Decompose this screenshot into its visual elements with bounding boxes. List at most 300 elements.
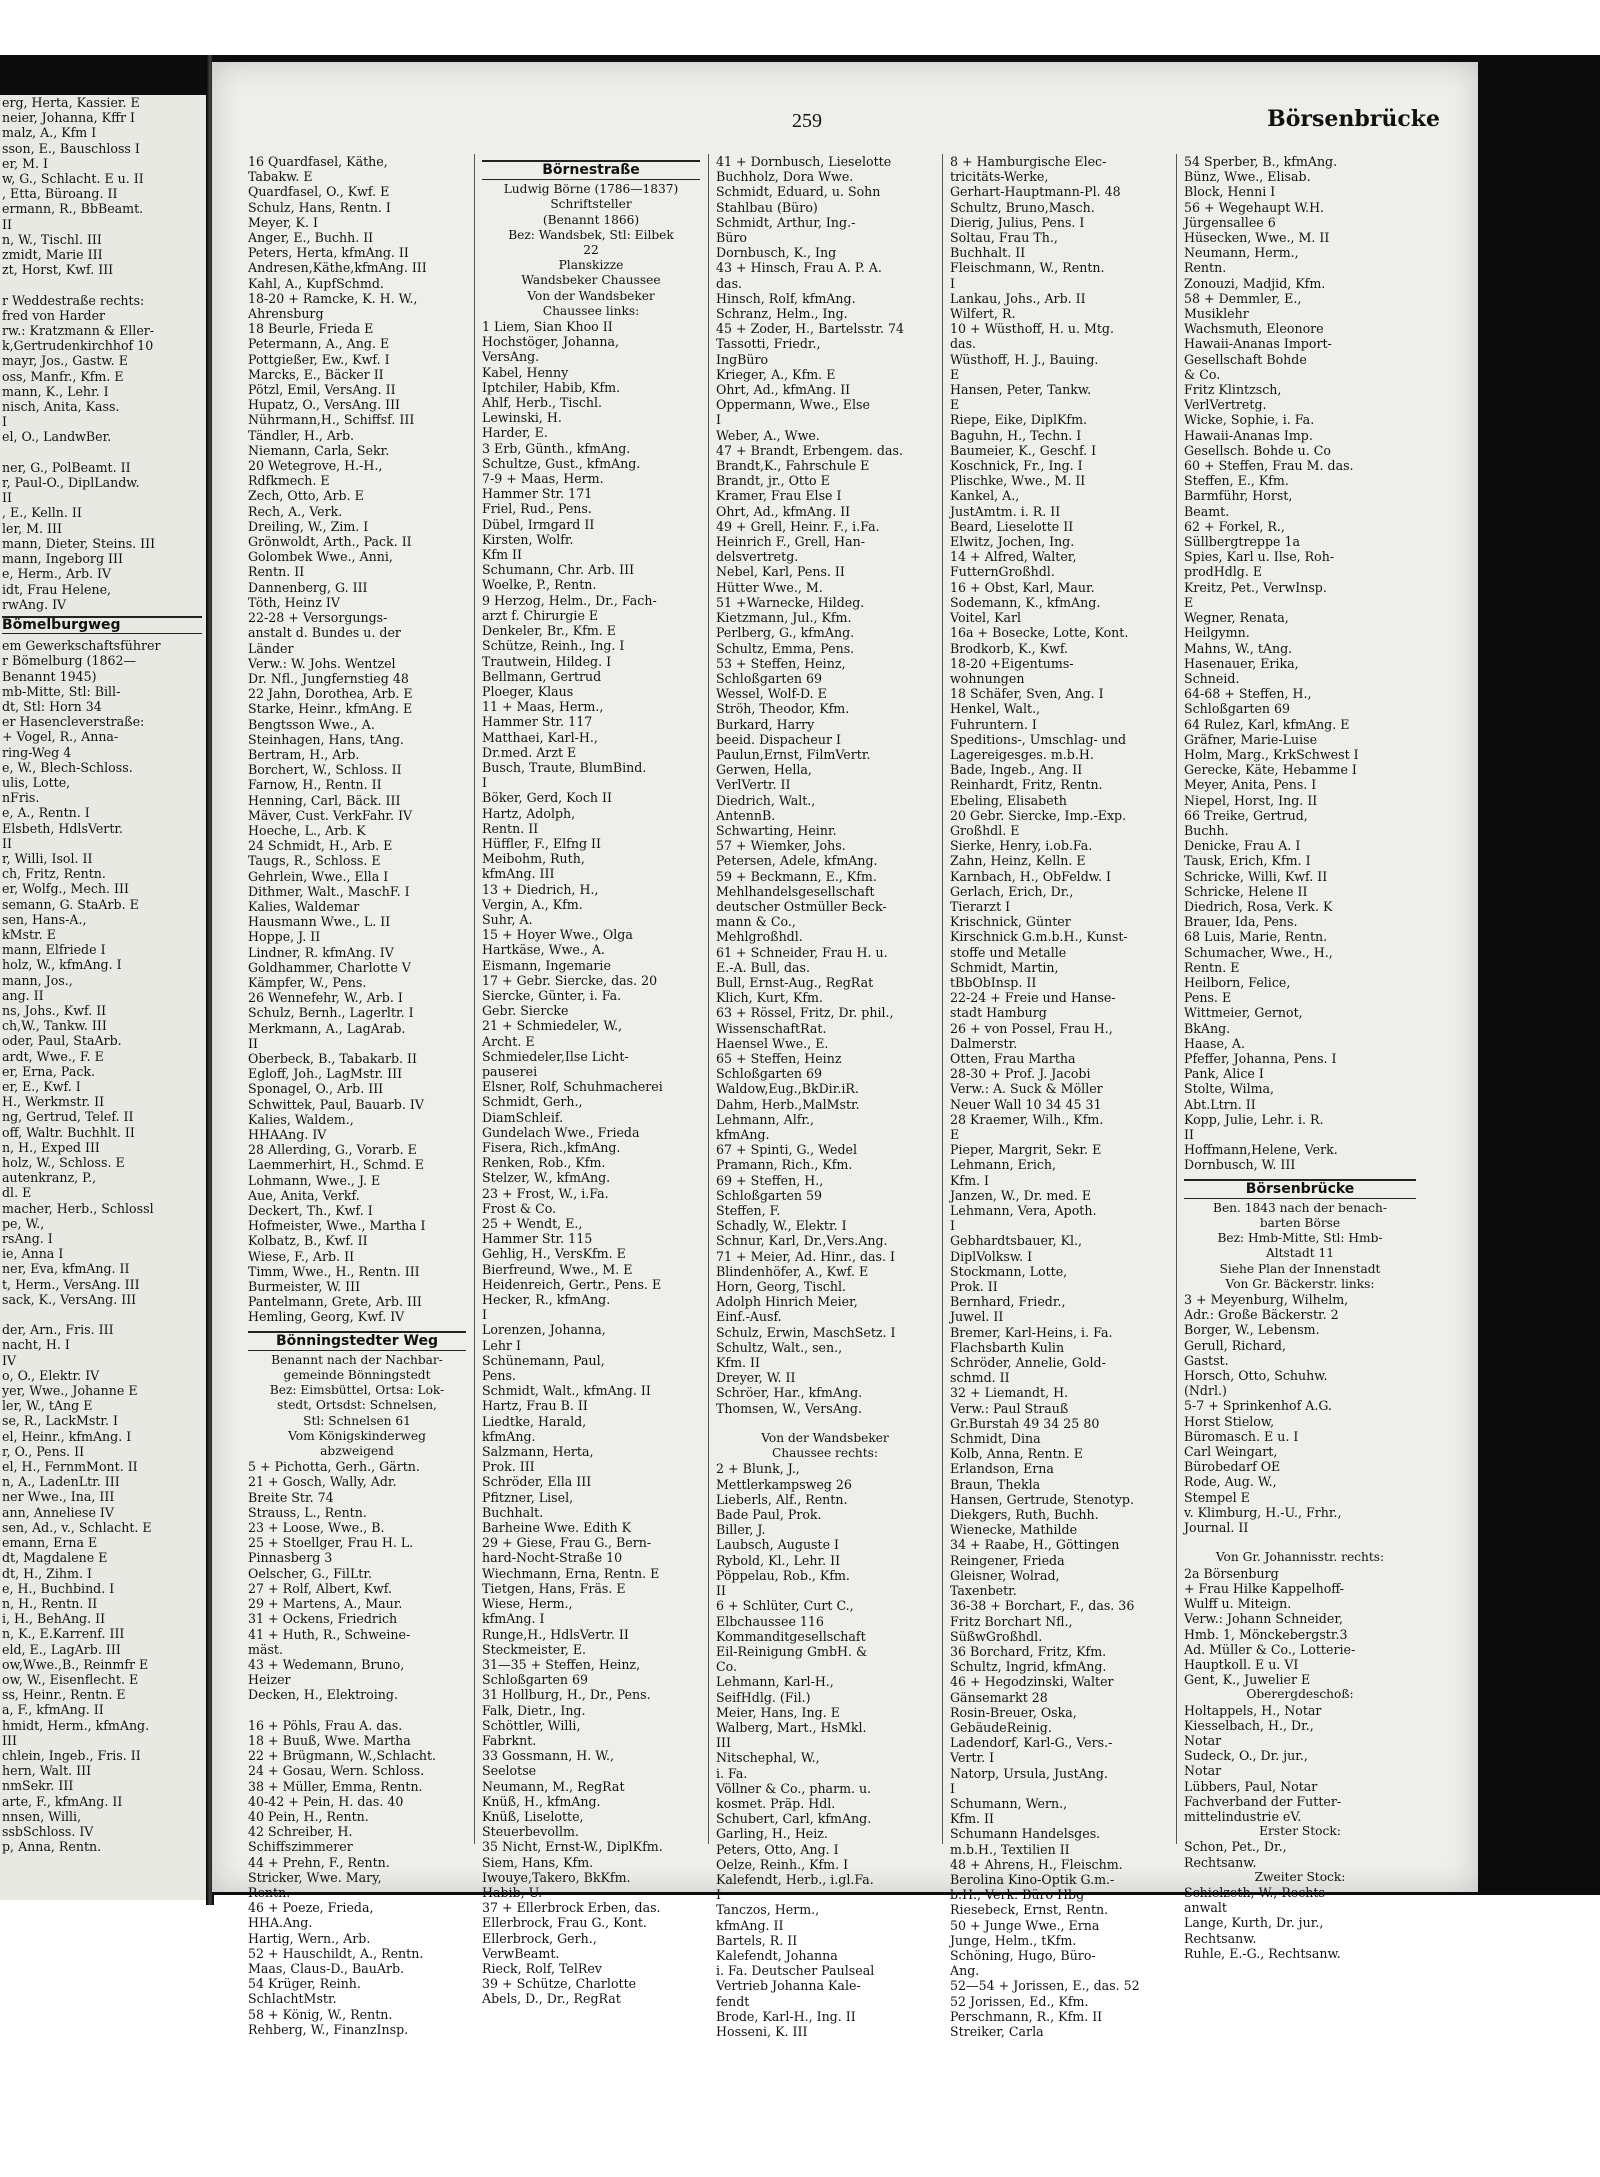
street-note: Altstadt 11: [1265, 1246, 1335, 1261]
directory-entry: 16 + Obst, Karl, Maur.: [950, 579, 1095, 595]
directory-entry: 8 + Hamburgische Elec-: [950, 154, 1107, 169]
directory-entry: Wulff u. Miteign.: [1184, 1596, 1292, 1612]
directory-entry: m.b.H., Textilien II: [950, 1841, 1070, 1857]
directory-entry: Oppermann, Wwe., Else: [716, 397, 870, 413]
directory-entry: Pramann, Rich., Kfm.: [716, 1157, 853, 1173]
directory-entry: Schütze, Reinh., Ing. I: [482, 638, 625, 654]
directory-entry: ermann, R., BbBeamt.: [2, 201, 144, 217]
directory-entry: 64-68 + Steffen, H.,: [1184, 686, 1312, 702]
directory-entry: kMstr. E: [2, 926, 56, 942]
directory-entry: Bade, Ingeb., Ang. II: [950, 762, 1083, 778]
directory-entry: 23 + Loose, Wwe., B.: [248, 1520, 385, 1536]
directory-entry: Bellmann, Gertrud: [482, 668, 602, 684]
directory-entry: Kietzmann, Jul., Kfm.: [716, 610, 852, 626]
directory-entry: Bertram, H., Arb.: [248, 746, 360, 762]
directory-entry: beeid. Dispacheur I: [716, 731, 841, 747]
directory-entry: 22-24 + Freie und Hanse-: [950, 990, 1116, 1006]
directory-entry: I: [482, 775, 487, 791]
directory-entry: Garling, H., Heiz.: [716, 1826, 828, 1842]
directory-entry: Bernhard, Friedr.,: [950, 1294, 1066, 1310]
directory-entry: e, H., Buchbind. I: [2, 1580, 115, 1596]
directory-entry: kfmAng.: [482, 1428, 536, 1444]
directory-entry: Lübbers, Paul, Notar: [1184, 1778, 1318, 1794]
directory-entry: Goldhammer, Charlotte V: [248, 959, 411, 975]
directory-entry: Spies, Karl u. Ilse, Roh-: [1184, 549, 1335, 565]
directory-entry: Hammer Str. 117: [482, 714, 593, 730]
directory-entry: ie, Anna I: [2, 1246, 64, 1262]
directory-entry: Meier, Hans, Ing. E: [716, 1704, 840, 1720]
directory-entry: 23 + Frost, W., i.Fa.: [482, 1185, 609, 1201]
street-note: 22: [583, 243, 599, 258]
directory-entry: Gerwen, Hella,: [716, 762, 812, 778]
directory-entry: Beamt.: [1184, 503, 1230, 519]
directory-entry: kfmAng.: [716, 1127, 770, 1142]
directory-entry: Zech, Otto, Arb. E: [248, 488, 364, 504]
directory-entry: mayr, Jos., Gastw. E: [2, 353, 128, 369]
directory-entry: Neumann, Herm.,: [1184, 245, 1299, 261]
directory-entry: stoffe und Metalle: [950, 944, 1067, 960]
directory-entry: 41 + Dornbusch, Lieselotte: [716, 154, 892, 169]
directory-entry: ss, Heinr., Rentn. E: [2, 1687, 126, 1703]
directory-entry: 43 + Wedemann, Bruno,: [248, 1656, 405, 1672]
directory-entry: SeifHdlg. (Fil.): [716, 1689, 811, 1705]
directory-entry: Brodkorb, K., Kwf.: [950, 640, 1069, 656]
directory-entry: Brode, Karl-H., Ing. II: [716, 2008, 856, 2024]
directory-entry: Pöppelau, Rob., Kfm.: [716, 1567, 850, 1583]
directory-entry: Schulz, Erwin, MaschSetz. I: [716, 1324, 896, 1340]
directory-entry: der, Arn., Fris. III: [2, 1322, 114, 1338]
directory-entry: Steuerbevollm.: [482, 1824, 579, 1840]
column-divider: [942, 154, 943, 1844]
directory-entry: Liedtke, Harald,: [482, 1413, 587, 1429]
directory-entry: Hoppe, J. II: [248, 929, 321, 945]
directory-entry: Schumann, Chr. Arb. III: [482, 562, 635, 578]
directory-entry: Rosin-Breuer, Oska,: [950, 1704, 1077, 1720]
directory-entry: Knüß, H., kfmAng.: [482, 1793, 601, 1809]
directory-entry: 58 + König, W., Rentn.: [248, 2006, 393, 2022]
directory-entry: Niemann, Carla, Sekr.: [248, 442, 390, 458]
directory-entry: Breite Str. 74: [248, 1489, 334, 1505]
directory-entry: Fritz Klintzsch,: [1184, 382, 1282, 398]
directory-entry: Hoffmann,Helene, Verk.: [1184, 1142, 1338, 1158]
directory-entry: Lindner, R. kfmAng. IV: [248, 944, 394, 960]
directory-entry: 18 + Buuß, Wwe. Martha: [248, 1732, 411, 1748]
directory-entry: Ellerbrock, Gerh.,: [482, 1930, 597, 1946]
directory-entry: II: [1184, 1127, 1194, 1142]
directory-entry: 29 + Giese, Frau G., Bern-: [482, 1535, 652, 1551]
directory-entry: HHA.Ang.: [248, 1915, 313, 1931]
directory-entry: Kfm. II: [950, 1811, 994, 1827]
directory-entry: Reinhardt, Fritz, Rentn.: [950, 777, 1103, 793]
directory-entry: Lohmann, Wwe., J. E: [248, 1172, 381, 1188]
directory-entry: Kalefendt, Johanna: [716, 1947, 838, 1963]
directory-entry: Fachverband der Futter-: [1184, 1793, 1342, 1809]
street-note: Vom Königskinderweg: [288, 1428, 426, 1443]
street-note: barten Börse: [1259, 1216, 1341, 1231]
directory-entry: Dornbusch, K., Ing: [716, 245, 837, 261]
directory-entry: Laemmerhirt, H., Schmd. E: [248, 1157, 424, 1173]
directory-entry: Schiffszimmerer: [248, 1839, 353, 1855]
street-heading: Bömelburgweg: [2, 616, 202, 634]
directory-entry: er Hasencleverstraße:: [2, 714, 145, 730]
directory-entry: 44 + Prehn, F., Rentn.: [248, 1854, 390, 1870]
directory-entry: Jürgensallee 6: [1184, 214, 1276, 230]
directory-entry: Baumeier, K., Geschf. I: [950, 442, 1097, 458]
directory-entry: 25 + Wendt, E.,: [482, 1216, 583, 1232]
directory-entry: Wiese, Herm.,: [482, 1596, 573, 1612]
directory-entry: [248, 1703, 466, 1718]
directory-entry: Verw.: W. Johs. Wentzel: [248, 655, 396, 671]
directory-entry: GebäudeReinig.: [950, 1719, 1052, 1735]
directory-entry: Bremer, Karl-Heins, i. Fa.: [950, 1324, 1113, 1340]
directory-entry: ner, Eva, kfmAng. II: [2, 1261, 130, 1277]
directory-entry: Ladendorf, Karl-G., Vers.-: [950, 1735, 1113, 1751]
left-page-column: [2, 95, 202, 1854]
directory-entry: Starke, Heinr., kfmAng. E: [248, 701, 413, 717]
directory-entry: Oberbeck, B., Tabakarb. II: [248, 1050, 418, 1066]
directory-entry: 49 + Grell, Heinr. F., i.Fa.: [716, 518, 880, 534]
directory-entry: Gesellschaft Bohde: [1184, 351, 1307, 367]
directory-entry: 56 + Wegehaupt W.H.: [1184, 199, 1325, 215]
directory-entry: Niepel, Horst, Ing. II: [1184, 792, 1318, 808]
directory-entry: Carl Weingart,: [1184, 1444, 1278, 1460]
directory-entry: Schranz, Helm., Ing.: [716, 306, 848, 322]
directory-entry: I: [950, 275, 955, 291]
directory-entry: kfmAng. III: [482, 866, 555, 882]
directory-entry: Taugs, R., Schloss. E: [248, 853, 381, 869]
directory-entry: Schadly, W., Elektr. I: [716, 1218, 847, 1234]
directory-entry: ng, Gertrud, Telef. II: [2, 1109, 134, 1125]
directory-entry: Lehmann, Erich,: [950, 1157, 1057, 1173]
directory-entry: Grönwoldt, Arth., Pack. II: [248, 534, 412, 550]
directory-entry: Janzen, W., Dr. med. E: [950, 1187, 1092, 1203]
directory-entry: Rentn.: [248, 1884, 291, 1900]
directory-entry: Timm, Wwe., H., Rentn. III: [248, 1263, 420, 1279]
directory-entry: r, Willi, Isol. II: [2, 850, 93, 866]
directory-entry: WissenschaftRat.: [716, 1020, 827, 1036]
street-note: Bez: Wandsbek, Stl: Eilbek: [508, 227, 674, 242]
directory-entry: Bürobedarf OE: [1184, 1459, 1281, 1475]
street-note: Von Gr. Johannisstr. rechts:: [1215, 1550, 1385, 1565]
directory-entry: Schmidt, Eduard, u. Sohn: [716, 184, 881, 200]
directory-entry: Rentn. II: [482, 820, 539, 836]
directory-entry: Renken, Rob., Kfm.: [482, 1155, 606, 1171]
directory-entry: kosmet. Präp. Hdl.: [716, 1795, 836, 1811]
directory-entry: Rehberg, W., FinanzInsp.: [248, 2021, 409, 2037]
directory-entry: Rieck, Rolf, TelRev: [482, 1960, 602, 1976]
directory-entry: Wienecke, Mathilde: [950, 1522, 1078, 1538]
directory-entry: Krischnick, Günter: [950, 914, 1071, 930]
directory-entry: 64 Rulez, Karl, kfmAng. E: [1184, 716, 1350, 732]
directory-entry: Riepe, Eike, DiplKfm.: [950, 412, 1088, 428]
directory-entry: fred von Harder: [2, 307, 106, 323]
directory-entry: Habib, U.: [482, 1884, 543, 1900]
directory-entry: Fleischmann, W., Rentn.: [950, 260, 1105, 276]
directory-entry: Horn, Georg, Tischl.: [716, 1279, 846, 1295]
directory-entry: Lange, Kurth, Dr. jur.,: [1184, 1915, 1324, 1931]
directory-entry: 40-42 + Pein, H. das. 40: [248, 1793, 404, 1809]
column-5: [1184, 154, 1416, 1961]
directory-entry: Buchholz, Dora Wwe.: [716, 169, 854, 185]
directory-entry: Kopp, Julie, Lehr. i. R.: [1184, 1111, 1324, 1127]
directory-entry: 3 Erb, Günth., kfmAng.: [482, 440, 631, 456]
directory-entry: Stelzer, W., kfmAng.: [482, 1170, 611, 1186]
directory-entry: Mettlerkampsweg 26: [716, 1476, 852, 1492]
directory-entry: Kreitz, Pet., VerwInsp.: [1184, 579, 1327, 595]
directory-entry: Siem, Hans, Kfm.: [482, 1854, 594, 1870]
directory-entry: Hmb. 1, Mönckebergstr.3: [1184, 1626, 1348, 1642]
directory-entry: Vergin, A., Kfm.: [482, 896, 583, 912]
directory-entry: Rentn. E: [1184, 959, 1240, 975]
directory-entry: Erlandson, Erna: [950, 1461, 1054, 1477]
directory-entry: Pötzl, Emil, VersAng. II: [248, 382, 396, 398]
directory-entry: Diedrich, Rosa, Verk. K: [1184, 898, 1333, 914]
directory-entry: el, H., FernmMont. II: [2, 1459, 138, 1475]
directory-entry: Schloßgarten 69: [1184, 701, 1291, 717]
directory-entry: e, W., Blech-Schloss.: [2, 759, 133, 775]
directory-entry: Dübel, Irmgard II: [482, 516, 595, 532]
directory-entry: 61 + Schneider, Frau H. u.: [716, 944, 888, 960]
directory-entry: zmidt, Marie III: [2, 247, 103, 263]
directory-entry: er, E., Kwf. I: [2, 1079, 81, 1094]
directory-entry: Pinnasberg 3: [248, 1550, 333, 1566]
directory-entry: n, W., Tischl. III: [2, 231, 102, 247]
directory-entry: Kalies, Waldemar: [248, 898, 360, 914]
directory-entry: Gänsemarkt 28: [950, 1689, 1048, 1705]
directory-entry: Golombek Wwe., Anni,: [248, 549, 393, 565]
directory-entry: e, Herm., Arb. IV: [2, 566, 112, 582]
directory-entry: wohnungen: [950, 670, 1025, 686]
directory-entry: Schmidt, Gerh.,: [482, 1094, 583, 1110]
directory-entry: 66 Treike, Gertrud,: [1184, 807, 1308, 823]
directory-entry: AntennB.: [716, 807, 776, 823]
column-1: [248, 154, 466, 2037]
directory-entry: Holtappels, H., Notar: [1184, 1702, 1322, 1718]
directory-entry: Abt.Ltrn. II: [1184, 1096, 1256, 1112]
directory-entry: Horst Stielow,: [1184, 1413, 1275, 1429]
directory-entry: Stockmann, Lotte,: [950, 1263, 1068, 1279]
directory-entry: Vertr. I: [950, 1750, 995, 1766]
directory-entry: 69 + Steffen, H.,: [716, 1172, 824, 1188]
street-note: Stl: Schnelsen 61: [303, 1413, 411, 1428]
directory-entry: nnsen, Willi,: [2, 1808, 82, 1824]
directory-entry: ann, Anneliese IV: [2, 1504, 115, 1520]
directory-entry: Speditions-, Umschlag- und: [950, 731, 1127, 747]
directory-entry: Gundelach Wwe., Frieda: [482, 1124, 640, 1140]
directory-entry: Schröer, Har., kfmAng.: [716, 1385, 863, 1401]
directory-entry: E.-A. Bull, das.: [716, 959, 811, 975]
directory-entry: kfmAng. I: [482, 1611, 545, 1627]
directory-entry: Bartels, R. II: [716, 1932, 798, 1948]
directory-entry: 28 Allerding, G., Vorarb. E: [248, 1142, 417, 1158]
directory-entry: Büro: [716, 230, 747, 246]
directory-entry: arte, F., kfmAng. II: [2, 1793, 123, 1809]
directory-entry: Hoeche, L., Arb. K: [248, 822, 366, 838]
directory-entry: Fisera, Rich.,kfmAng.: [482, 1140, 621, 1155]
directory-entry: Dierig, Julius, Pens. I: [950, 214, 1085, 230]
directory-entry: r, O., Pens. II: [2, 1443, 85, 1459]
directory-entry: Bierfreund, Wwe., M. E: [482, 1261, 633, 1277]
directory-entry: delsvertretg.: [716, 549, 799, 565]
directory-entry: zt, Horst, Kwf. III: [2, 262, 114, 278]
directory-entry: Heilborn, Felice,: [1184, 974, 1291, 990]
directory-entry: 28-30 + Prof. J. Jacobi: [950, 1066, 1091, 1082]
directory-entry: n, A., LadenLtr. III: [2, 1474, 120, 1490]
directory-entry: Henkel, Walt.,: [950, 701, 1041, 717]
directory-entry: Plischke, Wwe., M. II: [950, 473, 1086, 489]
directory-entry: Schultz, Emma, Pens.: [716, 640, 855, 656]
directory-entry: sack, K., VersAng. III: [2, 1291, 137, 1307]
directory-entry: 63 + Rössel, Fritz, Dr. phil.,: [716, 1005, 894, 1021]
directory-entry: prodHdlg. E: [1184, 564, 1263, 580]
directory-entry: Dr. Nfl., Jungfernstieg 48: [248, 670, 409, 686]
directory-entry: Dreiling, W., Zim. I: [248, 518, 369, 534]
directory-entry: 60 + Steffen, Frau M. das.: [1184, 458, 1354, 474]
directory-entry: Taxenbetr.: [950, 1583, 1017, 1599]
directory-entry: nFris.: [2, 790, 40, 806]
directory-entry: Biller, J.: [716, 1522, 766, 1538]
directory-entry: Henning, Carl, Bäck. III: [248, 792, 401, 808]
directory-entry: Schloßgarten 69: [482, 1672, 589, 1688]
directory-entry: & Co.: [1184, 366, 1221, 382]
directory-entry: Hauptkoll. E u. VI: [1184, 1656, 1299, 1672]
directory-entry: Hupatz, O., VersAng. III: [248, 397, 401, 413]
directory-entry: Pottgießer, Ew., Kwf. I: [248, 351, 390, 367]
directory-entry: e, A., Rentn. I: [2, 805, 90, 821]
directory-entry: Kämpfer, W., Pens.: [248, 974, 367, 990]
directory-entry: Steinhagen, Hans, tAng.: [248, 731, 404, 747]
directory-entry: Hartig, Wern., Arb.: [248, 1930, 371, 1946]
directory-entry: Petermann, A., Ang. E: [248, 336, 390, 352]
directory-entry: das.: [716, 275, 743, 291]
directory-entry: Voitel, Karl: [950, 610, 1022, 626]
directory-entry: Waldow,Eug.,BkDir.iR.: [716, 1081, 859, 1097]
directory-entry: Schulz, Bernh., Lagerltr. I: [248, 1005, 414, 1021]
directory-entry: Schmidt, Walt., kfmAng. II: [482, 1383, 651, 1399]
directory-entry: tricitäts-Werke,: [950, 169, 1049, 185]
directory-entry: Eil-Reinigung GmbH. &: [716, 1643, 868, 1659]
street-note: (Benannt 1866): [542, 212, 640, 227]
directory-entry: Dreyer, W. II: [716, 1370, 796, 1386]
directory-entry: Schultz, Ingrid, kfmAng.: [950, 1659, 1107, 1675]
directory-entry: Schultz, Bruno,Masch.: [950, 199, 1095, 215]
directory-entry: Schünemann, Paul,: [482, 1352, 605, 1368]
directory-entry: Steckmeister, E.: [482, 1641, 587, 1657]
directory-entry: Lorenzen, Johanna,: [482, 1322, 606, 1338]
directory-entry: er, Wolfg., Mech. III: [2, 881, 129, 897]
directory-entry: Schöning, Hugo, Büro-: [950, 1947, 1096, 1963]
directory-entry: 52 + Hauschildt, A., Rentn.: [248, 1945, 424, 1961]
directory-entry: II: [2, 835, 12, 851]
directory-entry: 29 + Martens, A., Maur.: [248, 1596, 403, 1612]
directory-entry: Diedrich, Walt.,: [716, 792, 816, 808]
directory-entry: 18-20 +Eigentums-: [950, 655, 1074, 671]
directory-entry: II: [248, 1035, 258, 1051]
directory-entry: w, G., Schlacht. E u. II: [2, 171, 144, 187]
directory-entry: semann, G. StaArb. E: [2, 896, 139, 912]
directory-entry: Nebel, Karl, Pens. II: [716, 564, 845, 580]
directory-entry: 3 + Meyenburg, Wilhelm,: [1184, 1292, 1349, 1308]
directory-entry: n, H., Rentn. II: [2, 1595, 98, 1611]
directory-entry: nmSekr. III: [2, 1778, 74, 1794]
directory-entry: Kirschnick G.m.b.H., Kunst-: [950, 929, 1128, 945]
directory-entry: 27 + Rolf, Albert, Kwf.: [248, 1580, 393, 1596]
directory-entry: Kfm II: [482, 547, 522, 563]
directory-entry: Stempel E: [1184, 1489, 1250, 1505]
street-note: Zweiter Stock:: [1254, 1869, 1346, 1884]
directory-entry: Lewinski, H.: [482, 410, 562, 426]
directory-entry: Sponagel, O., Arb. III: [248, 1081, 384, 1097]
street-note: Planskizze: [558, 258, 624, 273]
directory-entry: Pfeffer, Johanna, Pens. I: [1184, 1050, 1337, 1066]
directory-entry: nacht, H. I: [2, 1337, 70, 1353]
directory-entry: Gr.Burstah 49 34 25 80: [950, 1415, 1100, 1431]
directory-entry: Schultze, Gust., kfmAng.: [482, 455, 641, 471]
directory-entry: Gerull, Richard,: [1184, 1337, 1286, 1353]
directory-entry: Tierarzt I: [950, 898, 1011, 914]
directory-entry: IV: [2, 1352, 17, 1368]
directory-entry: Dalmerstr.: [950, 1035, 1018, 1051]
directory-entry: 16 Quardfasel, Käthe,: [248, 154, 388, 169]
directory-entry: macher, Herb., Schlossl: [2, 1200, 154, 1216]
directory-entry: Laubsch, Auguste I: [716, 1537, 840, 1553]
directory-entry: Gebr. Siercke: [482, 1003, 569, 1019]
directory-entry: Dornbusch, W. III: [1184, 1157, 1296, 1173]
directory-entry: Prok. II: [950, 1279, 998, 1295]
directory-entry: Gerlach, Erich, Dr.,: [950, 883, 1074, 899]
directory-entry: Gastst.: [1184, 1352, 1229, 1368]
directory-entry: Ahlf, Herb., Tischl.: [482, 395, 603, 411]
directory-entry: Mehlhandelsgesellschaft: [716, 883, 875, 899]
directory-entry: Schwarting, Heinr.: [716, 822, 837, 838]
directory-entry: Meibohm, Ruth,: [482, 851, 585, 867]
directory-entry: , E., Kelln. II: [2, 505, 82, 521]
directory-entry: I: [716, 412, 721, 428]
directory-entry: 15 + Hoyer Wwe., Olga: [482, 927, 633, 943]
directory-entry: Pens. E: [1184, 990, 1232, 1006]
directory-entry: Egloff, Joh., LagMstr. III: [248, 1066, 403, 1082]
directory-entry: 2a Börsenburg: [1184, 1565, 1279, 1581]
directory-entry: Hartz, Frau B. II: [482, 1398, 588, 1414]
directory-entry: Reingener, Frieda: [950, 1552, 1065, 1568]
directory-entry: Heinrich F., Grell, Han-: [716, 534, 866, 550]
directory-entry: ner Wwe., Ina, III: [2, 1489, 115, 1505]
directory-entry: 59 + Beckmann, E., Kfm.: [716, 868, 877, 884]
directory-entry: II: [716, 1583, 726, 1599]
directory-entry: 41 + Huth, R., Schweine-: [248, 1626, 411, 1642]
directory-entry: Farnow, H., Rentn. II: [248, 777, 382, 793]
directory-entry: Otten, Frau Martha: [950, 1050, 1076, 1066]
directory-entry: Kolb, Anna, Rentn. E: [950, 1446, 1083, 1462]
directory-entry: Wegner, Renata,: [1184, 610, 1289, 626]
directory-entry: Rentn. II: [248, 564, 305, 580]
directory-entry: E: [950, 397, 960, 413]
directory-entry: 9 Herzog, Helm., Dr., Fach-: [482, 592, 657, 608]
directory-entry: 46 + Hegodzinski, Walter: [950, 1674, 1114, 1690]
directory-entry: ch,W., Tankw. III: [2, 1018, 107, 1034]
directory-entry: ns, Johs., Kwf. II: [2, 1002, 107, 1018]
directory-entry: Rech, A., Verk.: [248, 503, 343, 519]
directory-entry: mann & Co.,: [716, 914, 796, 930]
directory-entry: Kahl, A., KupfSchmd.: [248, 275, 384, 291]
directory-entry: Bull, Ernst-Aug., RegRat: [716, 974, 874, 990]
directory-entry: Schricke, Helene II: [1184, 883, 1308, 899]
directory-entry: Gräfner, Marie-Luise: [1184, 731, 1318, 747]
directory-entry: oss, Manfr., Kfm. E: [2, 368, 124, 384]
directory-entry: Co.: [716, 1659, 737, 1675]
directory-entry: Dithmer, Walt., MaschF. I: [248, 883, 410, 899]
directory-entry: Suhr, A.: [482, 911, 533, 927]
